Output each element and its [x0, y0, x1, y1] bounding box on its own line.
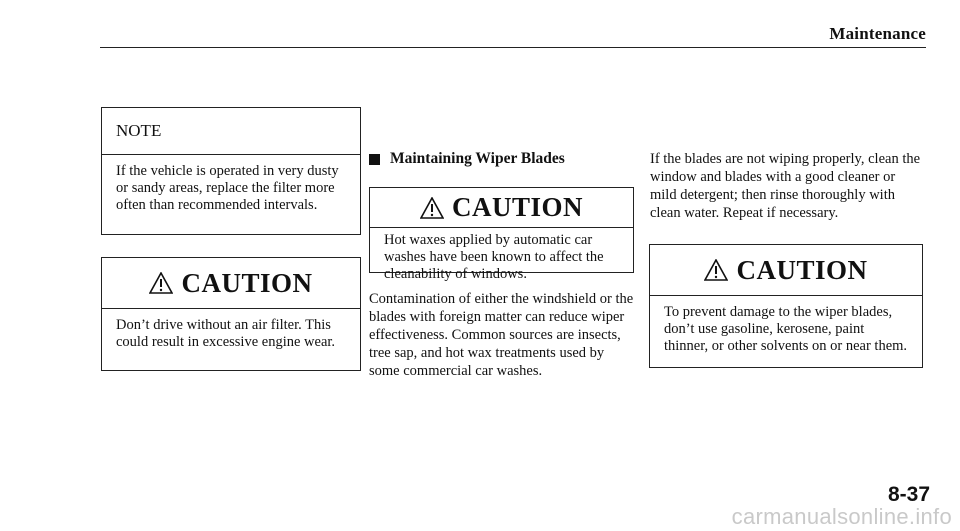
caution-box-right	[649, 244, 923, 368]
note-box	[101, 107, 361, 235]
caution-label-middle: CAUTION	[451, 192, 583, 222]
warning-triangle-icon	[420, 197, 444, 219]
caution-header-right	[650, 245, 922, 296]
wiper-contamination-paragraph: Contamination of either the windshield or the blades with foreign matter can reduce wiper effectiveness. Common sources are insects, tree sap, and hot wax treatments used by some commercial car washes.	[369, 291, 634, 379]
caution-text-middle: Hot waxes applied by automatic car washes have been known to affect the cleanability of windows.	[384, 232, 604, 282]
note-text: If the vehicle is operated in very dusty or sandy areas, replace the filter more often than recommended intervals.	[116, 163, 339, 213]
warning-triangle-icon	[149, 272, 173, 294]
caution-header-middle	[370, 188, 633, 228]
watermark-text: carmanualsonline.info	[731, 504, 952, 529]
section-heading	[369, 150, 565, 168]
caution-text-left: Don’t drive without an air filter. This could result in excessive engine wear.	[116, 317, 336, 350]
page-header-title: Maintenance	[829, 24, 926, 43]
caution-label-left: CAUTION	[181, 267, 313, 298]
wiper-cleaning-paragraph: If the blades are not wiping properly, clean the window and blades with a good cleaner or mild detergent; then rinse thoroughly with clean water. Repeat if necessary.	[650, 151, 921, 221]
caution-header-left	[102, 258, 360, 309]
caution-text-right: To prevent damage to the wiper blades, don’t use gasoline, kerosene, paint thinner, or other solvents on or near them.	[664, 304, 908, 354]
caution-box-middle	[369, 187, 634, 282]
square-bullet-icon	[369, 154, 380, 165]
caution-label-right: CAUTION	[736, 254, 868, 285]
page-number: 8-37	[887, 483, 930, 506]
caution-box-left	[101, 257, 361, 371]
warning-triangle-icon	[704, 259, 728, 281]
note-label: NOTE	[102, 108, 360, 155]
section-title: Maintaining Wiper Blades	[390, 150, 565, 167]
header-divider	[100, 47, 926, 48]
